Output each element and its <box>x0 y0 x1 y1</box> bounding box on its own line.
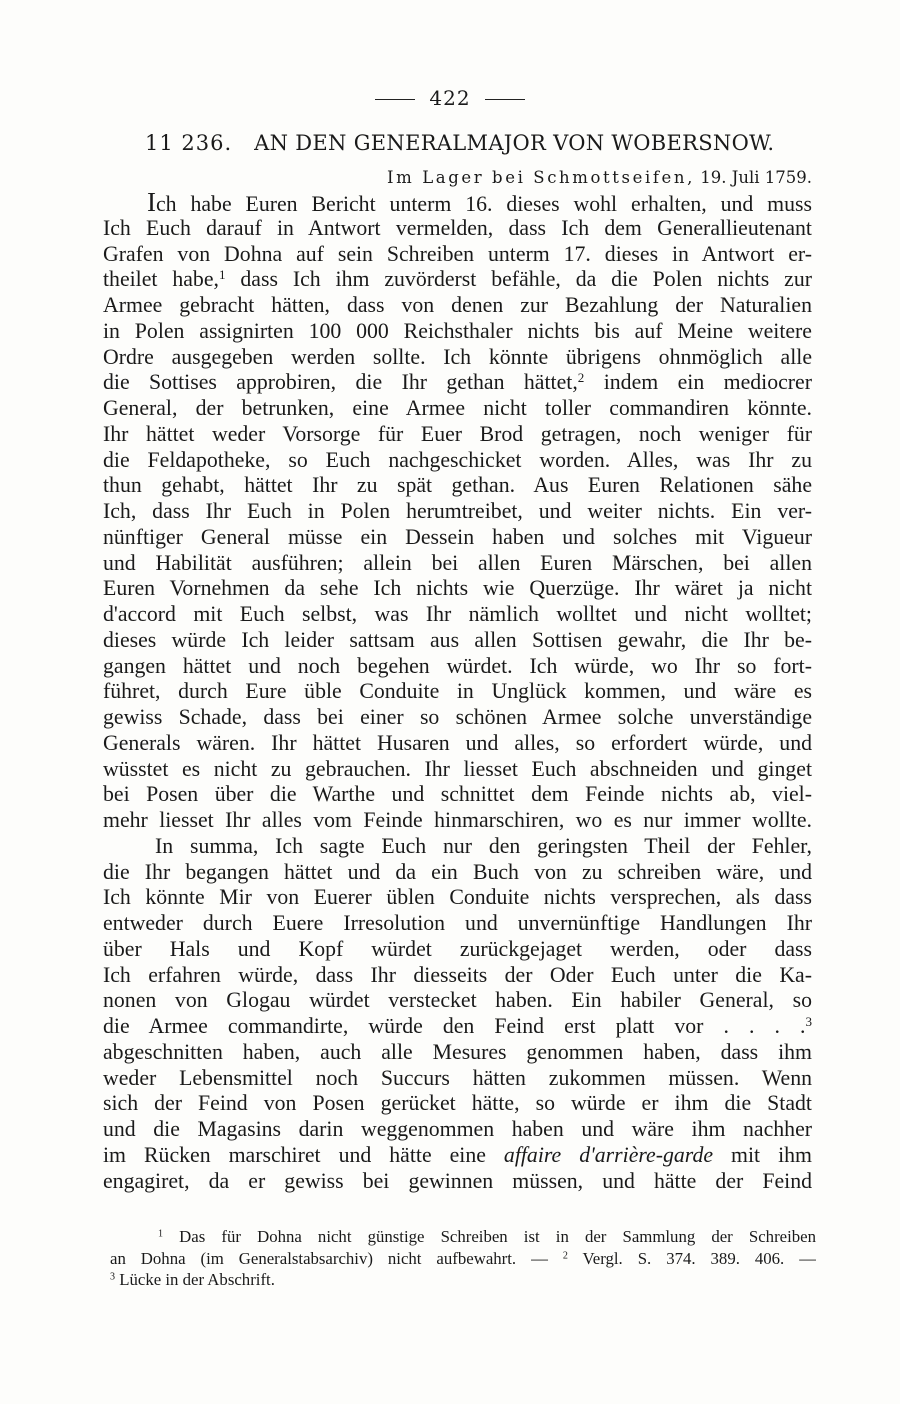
body-line: die Armee commandirte, würde den Feind erst platt vor . . . .$^3$ <box>103 1014 812 1038</box>
body-line: bei Posen über die Warthe und schnittet dem Feinde nichts ab, viel- <box>103 782 812 807</box>
body-line: abgeschnitten haben, auch alle Mesures genommen haben, dass ihm <box>103 1039 812 1064</box>
footnote-marker: 2 <box>562 1249 568 1261</box>
body-line: d'accord mit Euch selbst, was Ihr nämlich wolltet und nicht wolltet; <box>103 602 812 626</box>
body-line: führet, durch Eure üble Conduite in Unglück kommen, und wäre es <box>103 679 812 704</box>
body-line: die Feldapotheke, so Euch nachgeschicket worden. Alles, was Ihr zu <box>103 447 812 472</box>
body-line: gewiss Schade, dass bei einer so schönen Armee solche unverständige <box>103 705 812 729</box>
italic-phrase: affaire d'arrière-garde <box>503 1142 714 1167</box>
body-line: die Sottises approbiren, die Ihr gethan hättet,$^2$ indem ein mediocrer <box>103 370 812 395</box>
body-line: Grafen von Dohna auf sein Schreiben unterm 17. dieses in Antwort er- <box>103 241 812 266</box>
body-line: nonen von Glogau würdet verstecket haben. Ein habiler General, so <box>103 988 812 1013</box>
body-line: General, der betrunken, eine Armee nicht toller commandiren könnte. <box>103 396 812 420</box>
letter-title: AN DEN GENERALMAJOR VON WOBERSNOW. <box>254 131 775 155</box>
body-line: nünftiger General müsse ein Dessein haben und solches mit Vigueur <box>103 524 812 549</box>
footnote-marker: 1 <box>158 1228 164 1240</box>
body-line: Ich, dass Ihr Euch in Polen herumtreibet, und weiter nichts. Ein ver- <box>103 499 812 523</box>
body-line: gangen hättet und noch begehen würdet. Ich würde, wo Ihr so fort- <box>103 653 812 678</box>
footnote-ref: 3 <box>805 1014 812 1029</box>
body-line: In summa, Ich sagte Euch nur den geringsten Theil der Fehler, <box>155 833 812 858</box>
body-line: wüsstet es nicht zu gebrauchen. Ihr liesset Euch abschneiden und ginget <box>103 756 812 781</box>
dateline-place: Im Lager bei Schmottseifen, <box>387 168 695 187</box>
body-line: sich der Feind von Posen gerücket hätte, so würde er ihm die Stadt <box>103 1091 812 1116</box>
body-line: Euren Vornehmen da sehe Ich nichts wie Querzüge. Ihr wäret ja nicht <box>103 576 812 601</box>
body-line: engagiret, da er gewiss bei gewinnen müssen, und hätte der Feind <box>103 1168 812 1193</box>
body-line: weder Lebensmittel noch Succurs hätten zukommen müssen. Wenn <box>103 1065 812 1090</box>
body-line: Ihr hättet weder Vorsorge für Euer Brod getragen, noch weniger für <box>103 421 812 446</box>
page-number-value: 422 <box>429 86 471 110</box>
body-line: entweder durch Euere Irresolution und unvernünftige Handlungen Ihr <box>103 911 812 935</box>
footnote-line: an Dohna (im Generalstabsarchiv) nicht aufbewahrt. — $^2$ Vergl. S. 374. 389. 406. — <box>110 1248 816 1268</box>
letter-heading <box>145 131 774 155</box>
footnote-line: $^1$ Das für Dohna nicht günstige Schreiben ist in der Sammlung der Schreiben <box>158 1227 816 1246</box>
letter-body <box>103 190 812 1194</box>
footnote-line: $^3$ Lücke in der Abschrift. <box>110 1270 275 1289</box>
footnote-marker: 3 <box>110 1271 116 1283</box>
body-line: und Habilität ausführen; allein bei allen Euren Märschen, bei allen <box>103 550 812 575</box>
body-line: Ordre ausgegeben werden sollte. Ich könnte übrigens ohnmöglich alle <box>103 344 812 369</box>
page-number <box>0 86 900 110</box>
body-line: theilet habe,$^1$ dass Ich ihm zuvörderst befähle, da die Polen nichts zur <box>103 267 812 292</box>
dateline <box>387 168 812 187</box>
body-line: und die Magasins darin weggenommen haben und wäre ihm nachher <box>103 1117 812 1141</box>
body-line: mehr liesset Ihr alles vom Feinde hinmarschiren, wo es nur immer wollte. <box>103 808 812 832</box>
body-line: im Rücken marschiret und hätte eine affaire d'arrière-garde mit ihm <box>103 1142 812 1167</box>
dateline-date: 19. Juli 1759. <box>700 168 812 187</box>
body-line: Generals wären. Ihr hättet Husaren und alles, so erfordert würde, und <box>103 730 812 755</box>
body-line: die Ihr begangen hättet und da ein Buch von zu schreiben wäre, und <box>103 859 812 884</box>
footnote-ref: 2 <box>577 370 585 386</box>
body-line: über Hals und Kopf würdet zurückgejaget werden, oder dass <box>103 936 812 961</box>
body-line: Armee gebracht hätten, dass von denen zur Bezahlung der Naturalien <box>103 293 812 317</box>
initial-letter: I <box>147 190 156 216</box>
page-number-dash-right <box>485 99 525 100</box>
footnotes <box>110 1226 816 1291</box>
body-line: dieses würde Ich leider sattsam aus allen Sottisen gewahr, die Ihr be- <box>103 627 812 652</box>
footnote-ref: 1 <box>218 267 226 283</box>
body-line: Ich könnte Mir von Euerer üblen Conduite nichts versprechen, als dass <box>103 885 812 910</box>
body-line: Ich erfahren würde, dass Ihr diesseits der Oder Euch unter die Ka- <box>103 962 812 987</box>
letter-number: 11 236. <box>145 131 233 155</box>
body-line: thun gehabt, hättet Ihr zu spät gethan. Aus Euren Relationen sähe <box>103 473 812 498</box>
page-number-dash-left <box>375 99 415 100</box>
body-line: Ich habe Euren Bericht unterm 16. dieses wohl erhalten, und muss <box>103 190 812 216</box>
body-line: Ich Euch darauf in Antwort vermelden, dass Ich dem Generallieutenant <box>103 215 812 240</box>
body-line: in Polen assignirten 100 000 Reichsthaler nichts bis auf Meine weitere <box>103 318 812 343</box>
